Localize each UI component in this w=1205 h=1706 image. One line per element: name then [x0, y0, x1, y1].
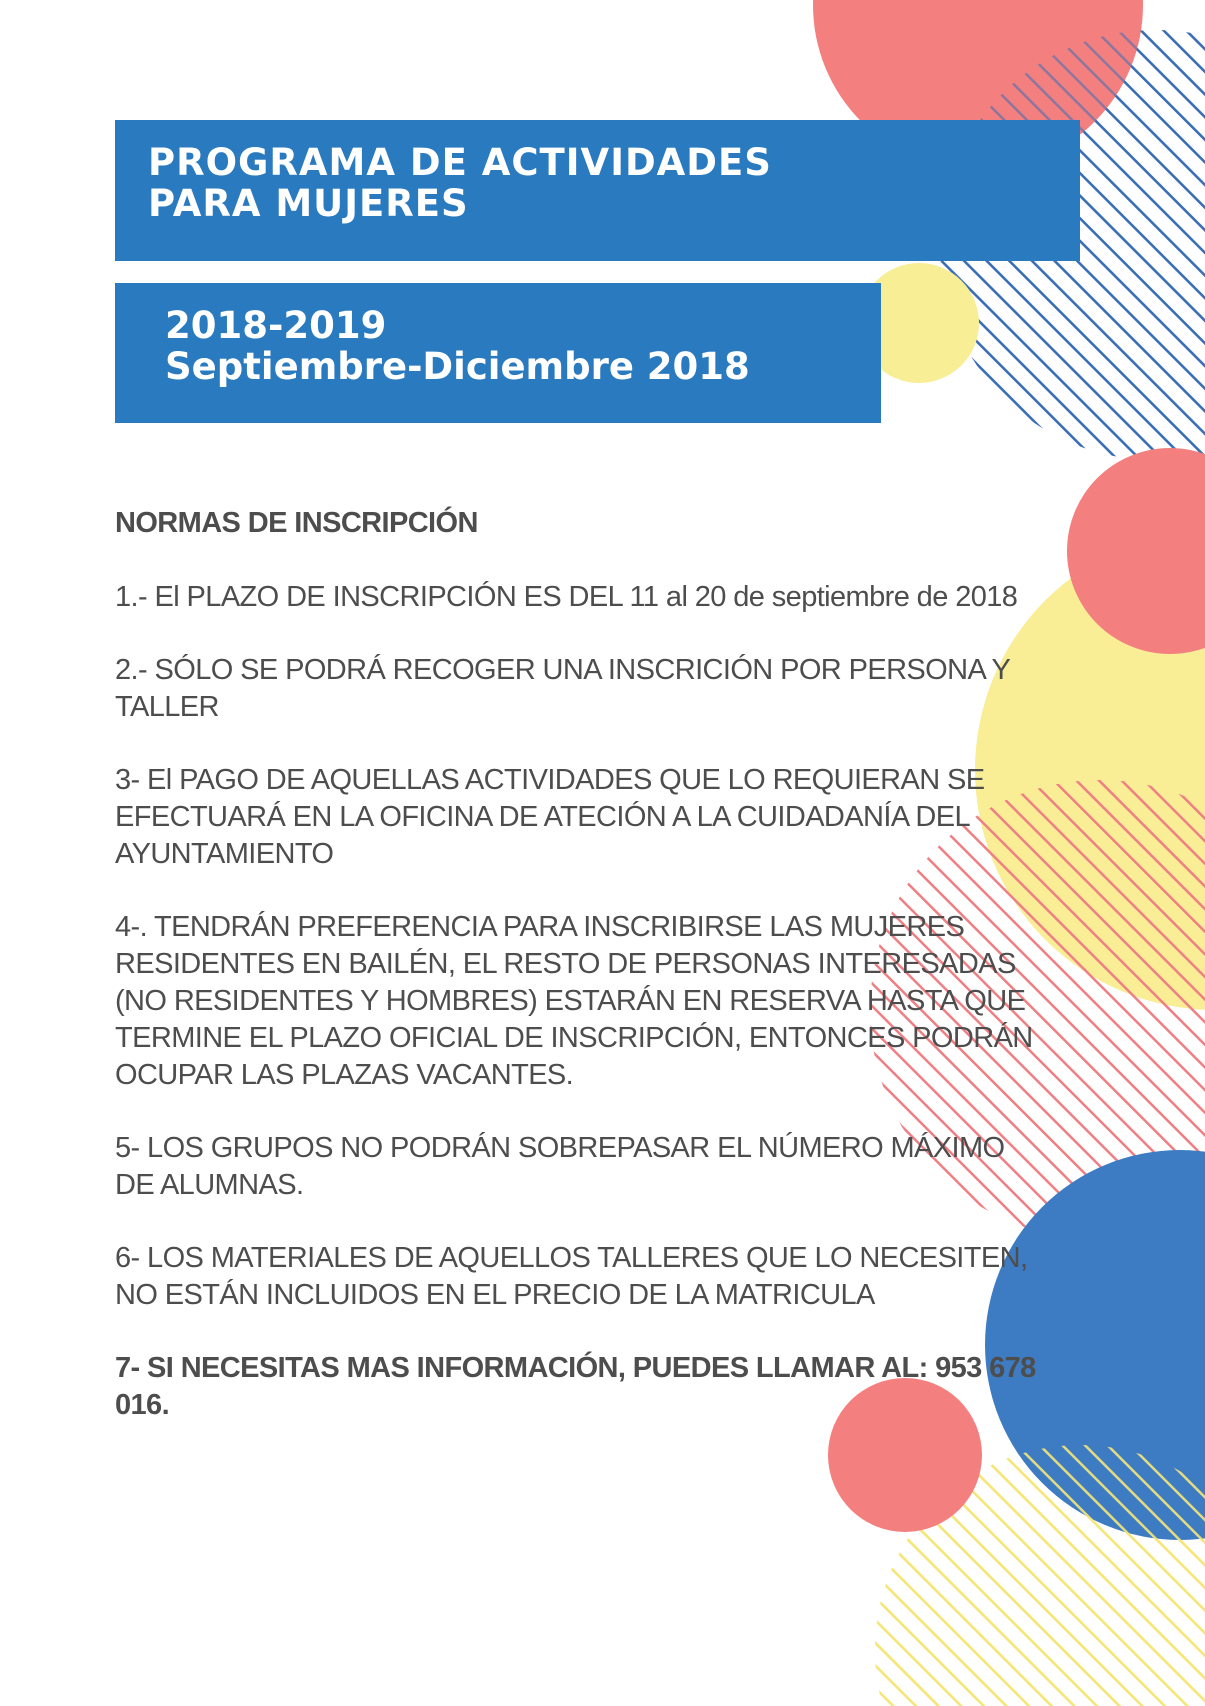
registration-rules — [115, 505, 1045, 1460]
rule-item-2: 2.- SÓLO SE PODRÁ RECOGER UNA INSCRICIÓN POR PERSONA Y TALLER — [115, 654, 1010, 723]
title-banner — [115, 120, 1080, 261]
title-line-2: PARA MUJERES — [148, 182, 469, 225]
period-years: 2018-2019 — [165, 304, 387, 347]
rule-item-3: 3- El PAGO DE AQUELLAS ACTIVIDADES QUE LO REQUIERAN SE EFECTUARÁ EN LA OFICINA DE ATECIÓN A LA CUIDADANÍA DEL AYUNTAMIENTO — [115, 764, 985, 870]
rule-item-6: 6- LOS MATERIALES DE AQUELLOS TALLERES QUE LO NECESITEN, NO ESTÁN INCLUIDOS EN EL PRECIO DE LA MATRICULA — [115, 1242, 1028, 1311]
rule-item-1: 1.- El PLAZO DE INSCRIPCIÓN ES DEL 11 al 20 de septiembre de 2018 — [115, 581, 1018, 613]
contact-info: 7- SI NECESITAS MAS INFORMACIÓN, PUEDES LLAMAR AL: 953 678 016. — [115, 1352, 1036, 1421]
rule-item-4: 4-. TENDRÁN PREFERENCIA PARA INSCRIBIRSE LAS MUJERES RESIDENTES EN BAILÉN, EL RESTO DE PERSONAS INTERESADAS (NO RESIDENTES Y HOMBRES) ESTARÁN EN RESERVA HASTA QUE TERMINE EL PLAZO OFICIAL DE INSCRIPCIÓN, ENTONCES PODRÁN OCUPAR LAS PLAZAS VACANTES. — [115, 911, 1033, 1091]
period-months: Septiembre-Diciembre 2018 — [165, 345, 750, 388]
rule-item-5: 5- LOS GRUPOS NO PODRÁN SOBREPASAR EL NÚMERO MÁXIMO DE ALUMNAS. — [115, 1132, 1005, 1201]
rules-heading: NORMAS DE INSCRIPCIÓN — [115, 507, 478, 539]
period-banner — [115, 283, 881, 423]
title-line-1: PROGRAMA DE ACTIVIDADES — [148, 141, 772, 184]
